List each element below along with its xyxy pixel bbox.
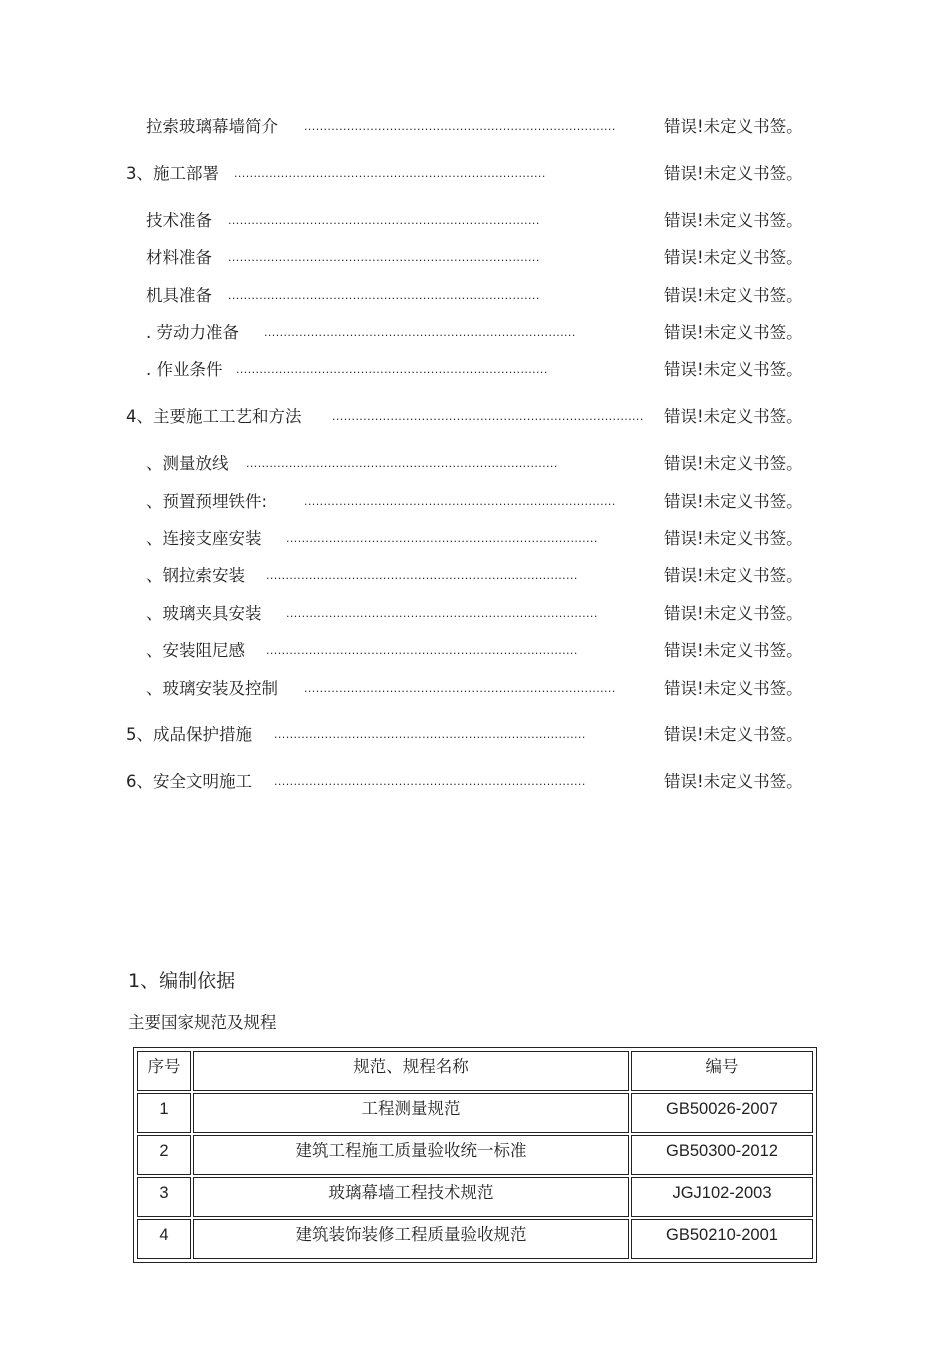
row-name: 建筑装饰装修工程质量验收规范 <box>193 1219 629 1259</box>
header-cell-index: 序号 <box>137 1051 191 1091</box>
toc-entry-page-ref: 错误!未定义书签。 <box>664 529 803 548</box>
toc-leader-dots: ................................................................................ <box>228 289 540 302</box>
row-name: 玻璃幕墙工程技术规范 <box>193 1177 629 1217</box>
toc-entry <box>126 770 820 794</box>
toc-leader-dots: ................................................................................ <box>266 644 578 657</box>
toc-entry-title: 材料准备 <box>146 248 212 267</box>
toc-entry-page-ref: 错误!未定义书签。 <box>664 248 803 267</box>
toc-entry <box>146 490 820 514</box>
toc-entry <box>126 723 820 747</box>
toc-entry <box>146 358 820 382</box>
toc-entry-page-ref: 错误!未定义书签。 <box>664 772 803 791</box>
toc-entry-title: 技术准备 <box>146 211 212 230</box>
toc-leader-dots: ................................................................................ <box>304 682 616 695</box>
standards-table <box>135 1049 815 1261</box>
row-name: 建筑工程施工质量验收统一标准 <box>193 1135 629 1175</box>
toc-entry <box>146 321 820 345</box>
toc-entry-title: 机具准备 <box>146 286 212 305</box>
toc-entry-title: 3、施工部署 <box>126 164 219 183</box>
toc-entry-page-ref: 错误!未定义书签。 <box>664 604 803 623</box>
toc-entry-title: 、玻璃夹具安装 <box>146 604 262 623</box>
toc-leader-dots: ................................................................................ <box>286 607 598 620</box>
toc-leader-dots: ................................................................................ <box>246 457 558 470</box>
toc-entry-title: 4、主要施工工艺和方法 <box>126 407 302 426</box>
toc-entry-page-ref: 错误!未定义书签。 <box>664 725 803 744</box>
toc-leader-dots: ................................................................................ <box>234 167 546 180</box>
row-index: 3 <box>137 1177 191 1217</box>
toc-entry-title: 、预置预埋铁件: <box>146 492 268 511</box>
toc-leader-dots: ................................................................................ <box>236 363 548 376</box>
row-code: GB50210-2001 <box>631 1219 813 1259</box>
toc-leader-dots: ................................................................................ <box>304 120 616 133</box>
toc-entry <box>126 162 820 186</box>
table-header-row <box>137 1051 813 1091</box>
toc-leader-dots: ................................................................................ <box>286 532 598 545</box>
toc-leader-dots: ................................................................................ <box>304 495 616 508</box>
row-code: GB50300-2012 <box>631 1135 813 1175</box>
toc-entry <box>146 677 820 701</box>
toc-entry-page-ref: 错误!未定义书签。 <box>664 407 803 426</box>
toc-entry-page-ref: 错误!未定义书签。 <box>664 454 803 473</box>
toc-entry-page-ref: 错误!未定义书签。 <box>664 492 803 511</box>
toc-entry-title: 、安装阻尼感 <box>146 641 245 660</box>
toc-entry <box>146 564 820 588</box>
row-code: GB50026-2007 <box>631 1093 813 1133</box>
toc-entry-title: 拉索玻璃幕墙简介 <box>146 117 278 136</box>
toc-leader-dots: ................................................................................ <box>228 251 540 264</box>
header-cell-name: 规范、规程名称 <box>193 1051 629 1091</box>
toc-entry-page-ref: 错误!未定义书签。 <box>664 566 803 585</box>
toc-leader-dots: ................................................................................ <box>228 214 540 227</box>
toc-entry <box>146 284 820 308</box>
row-code: JGJ102-2003 <box>631 1177 813 1217</box>
toc-entry-page-ref: 错误!未定义书签。 <box>664 211 803 230</box>
toc-entry-title: 、钢拉索安装 <box>146 566 245 585</box>
toc-entry <box>146 527 820 551</box>
table-row <box>137 1093 813 1133</box>
toc-entry-page-ref: 错误!未定义书签。 <box>664 679 803 698</box>
toc-entry <box>146 246 820 270</box>
toc-entry-title: 、连接支座安装 <box>146 529 262 548</box>
row-index: 4 <box>137 1219 191 1259</box>
table-row <box>137 1177 813 1217</box>
toc-entry-page-ref: 错误!未定义书签。 <box>664 323 803 342</box>
toc-leader-dots: ................................................................................ <box>332 410 644 423</box>
toc-entry-title: 、玻璃安装及控制 <box>146 679 278 698</box>
toc-entry-page-ref: 错误!未定义书签。 <box>664 164 803 183</box>
toc-entry-title: . 作业条件 <box>146 360 223 379</box>
standards-table-frame <box>133 1047 817 1263</box>
toc-entry-page-ref: 错误!未定义书签。 <box>664 286 803 305</box>
row-index: 1 <box>137 1093 191 1133</box>
toc-leader-dots: ................................................................................ <box>266 569 578 582</box>
toc-entry <box>126 405 820 429</box>
table-row <box>137 1135 813 1175</box>
table-row <box>137 1219 813 1259</box>
header-cell-code: 编号 <box>631 1051 813 1091</box>
toc-entry <box>146 209 820 233</box>
toc-entry <box>146 602 820 626</box>
row-index: 2 <box>137 1135 191 1175</box>
toc-entry-page-ref: 错误!未定义书签。 <box>664 117 803 136</box>
toc-entry-title: 、测量放线 <box>146 454 229 473</box>
toc-entry-title: 5、成品保护措施 <box>126 725 252 744</box>
toc-entry-page-ref: 错误!未定义书签。 <box>664 641 803 660</box>
toc-entry <box>146 115 820 139</box>
toc-entry-title: . 劳动力准备 <box>146 323 239 342</box>
row-name: 工程测量规范 <box>193 1093 629 1133</box>
toc-leader-dots: ................................................................................ <box>274 775 586 788</box>
toc-entry-page-ref: 错误!未定义书签。 <box>664 360 803 379</box>
section-heading: 1、编制依据 <box>128 970 236 992</box>
toc-entry <box>146 639 820 663</box>
toc-leader-dots: ................................................................................ <box>274 728 586 741</box>
toc-leader-dots: ................................................................................ <box>264 326 576 339</box>
sub-heading: 主要国家规范及规程 <box>128 1013 277 1032</box>
toc-entry <box>146 452 820 476</box>
toc-entry-title: 6、安全文明施工 <box>126 772 252 791</box>
